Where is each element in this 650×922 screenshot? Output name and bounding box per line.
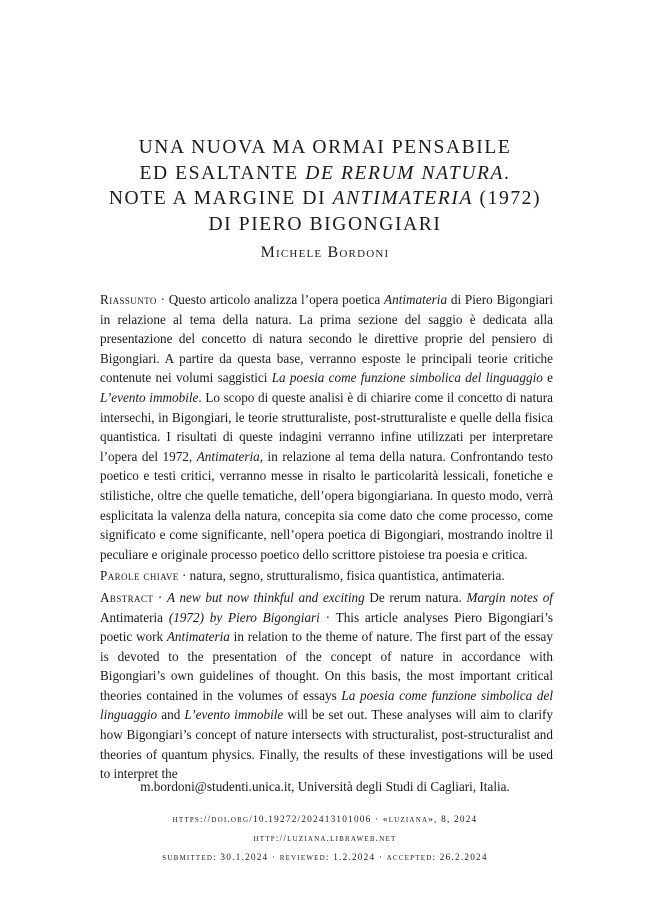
title-line-4: DI PIERO BIGONGIARI bbox=[208, 213, 442, 235]
author-affiliation: m.bordoni@studenti.unica.it, Università degli Studi di Cagliari, Italia. bbox=[140, 779, 510, 794]
title-italic-antimateria: ANTIMATERIA bbox=[332, 188, 474, 209]
title-line-3: NOTE A MARGINE DI ANTIMATERIA (1972) bbox=[108, 188, 542, 209]
abstract-paragraph: Abstract · A new but now thinkful and exciting De rerum natura. Margin notes of Antimateria (1972) by Piero Bigongiari · This article analyses Piero Bigongiari’s poetic work Antimateria in relation to the theme of nature. The first part of the essay is devoted to the presentation of the concept of nature in accordance with Bigongiari’s own guidelines of thought. On this basis, the most important critical theories contained in the volumes of essays La poesia come funzione simbolica del linguaggio and L’evento immobile will be set out. These analyses will aim to clarify how Bigongiari’s concept of nature intersects with structuralist, post-structuralist and theories of quantum physics. Finally, the results of these investigations will be used to interpret the bbox=[100, 589, 554, 782]
parole-chiave-label: Parole chiave bbox=[100, 568, 179, 584]
parole-chiave-paragraph: Parole chiave · natura, segno, strutturalismo, fisica quantistica, antimateria. bbox=[100, 568, 505, 584]
abstract-label: Abstract bbox=[100, 589, 154, 605]
submission-dates: submitted: 30.1.2024 · reviewed: 1.2.2024 · accepted: 26.2.2024 bbox=[162, 853, 488, 863]
riassunto-label: Riassunto bbox=[100, 292, 157, 307]
publication-meta bbox=[60, 811, 590, 868]
title-italic-de-rerum-natura: DE RERUM NATURA bbox=[305, 162, 505, 184]
title-line-1: UNA NUOVA MA ORMAI PENSABILE bbox=[138, 137, 512, 158]
abstract-section bbox=[100, 290, 553, 784]
journal-url-link[interactable]: http://luziana.libraweb.net bbox=[253, 834, 397, 844]
doi-link[interactable]: https://doi.org/10.19272/202413101006 · «luziana», 8, 2024 bbox=[172, 815, 478, 825]
author-name: Michele Bordoni bbox=[260, 244, 390, 261]
riassunto-paragraph: Riassunto · Questo articolo analizza l’opera poetica Antimateria di Piero Bigongiari in relazione al tema della natura. La prima sezione del saggio è dedicata alla presentazione del concetto di natura secondo le direttive proprie del pensiero di Bigongiari. A partire da questa base, verranno esposte le principali teorie critiche contenute nei volumi saggistici La poesia come funzione simbolica del linguaggio e L’evento immobile. Lo scopo di queste analisi è di chiarire come il concetto di natura intersechi, in Bigongiari, le teorie strutturaliste, post-strutturaliste e quelle della fisica quantistica. I risultati di queste indagini verranno infine utilizzati per interpretare l’opera del 1972, Antimateria, in relazione al tema della natura. Confrontando testo poetico e testi critici, verranno messe in risalto le particolarità lessicali, fonetiche e stilistiche, oltre che quelle tematiche, dell’opera bigongiariana. In questo modo, verrà esplicitata la valenza della natura, concepita sia come dato che come processo, come significato e come significante, nell’opera poetica di Bigongiari, mostrando inoltre il peculiare e originale processo poetico dello scrittore pistoiese tra poesia e critica. bbox=[100, 292, 554, 562]
article-title bbox=[60, 135, 590, 237]
title-line-2: ED ESALTANTE DE RERUM NATURA. bbox=[139, 162, 511, 184]
